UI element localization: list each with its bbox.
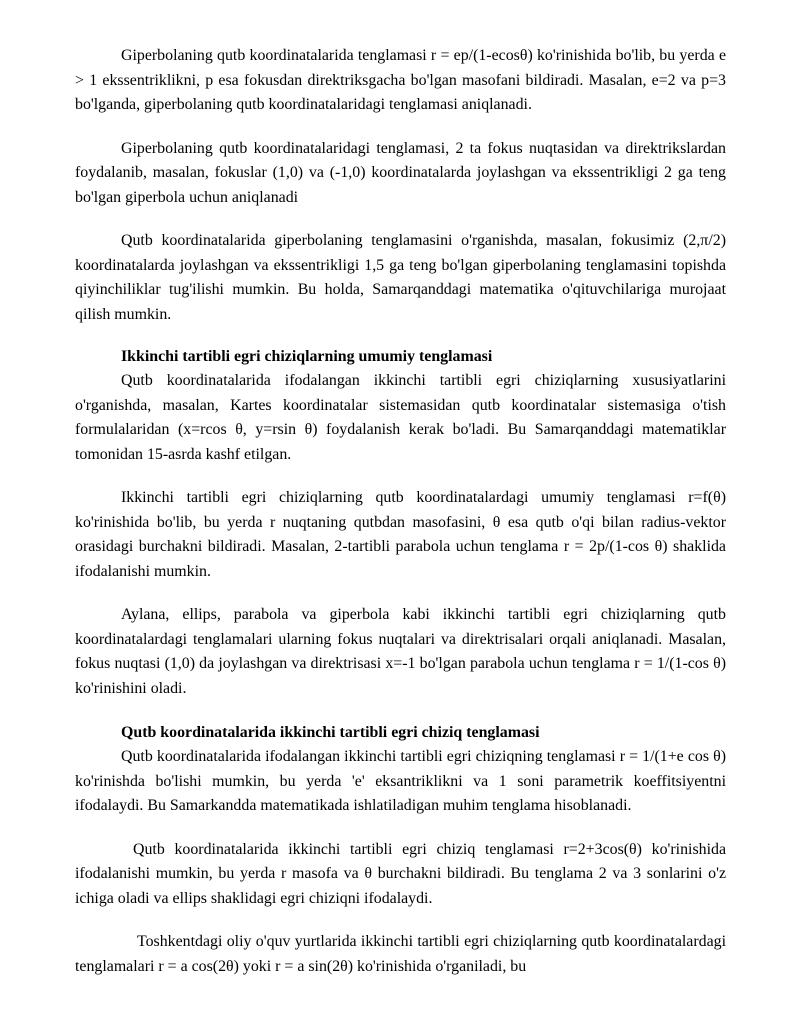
section-heading-general-equation: Ikkinchi tartibli egri chiziqlarning umumiy tenglamasi <box>121 348 493 365</box>
paragraph-conic-sections: Aylana, ellips, parabola va giperbola kabi ikkinchi tartibli egri chiziqlarning qutb koordinatalardagi tenglamalari ularning fokus nuqtalari va direktrisalari orqali aniqlanadi. Masalan, fokus nuqtasi (1,0) da joylashgan va direktrisasi x=-1 bo'lgan parabola uchun tenglama r = 1/(1-cos θ) ko'rinishini oladi. <box>75 606 726 697</box>
paragraph-hyperbola-polar-equation: Giperbolaning qutb koordinatalarida tenglamasi r = ep/(1-ecosθ) ko'rinishida bo'lib, bu yerda e > 1 ekssentriklikni, p esa fokusdan direktriksgacha bo'lgan masofani bildiradi. Masalan, e=2 va p=3 bo'lganda, giperbolaning qutb koordinatalaridagi tenglamasi aniqlanadi. <box>75 47 726 113</box>
paragraph-hyperbola-foci: Giperbolaning qutb koordinatalaridagi tenglamasi, 2 ta fokus nuqtasidan va direktrikslardan foydalanib, masalan, fokuslar (1,0) va (-1,0) koordinatalarda joylashgan va ekssentrikligi 2 ga teng bo'lgan giperbola uchun aniqlanadi <box>75 139 726 206</box>
paragraph-general-form: Ikkinchi tartibli egri chiziqlarning qutb koordinatalardagi umumiy tenglamasi r=f(θ) ko'rinishida bo'lib, bu yerda r nuqtaning qutbdan masofasini, θ esa qutb o'qi bilan radius-vektor orasidagi burchakni bildiradi. Masalan, 2-tartibli parabola uchun tenglama r = 2p/(1-cos θ) shaklida ifodalanishi mumkin. <box>75 489 726 580</box>
paragraph-curve-properties: Qutb koordinatalarida ifodalangan ikkinchi tartibli egri chiziqlarning xususiyatlarini o'rganishda, masalan, Kartes koordinatalar sistemasidan qutb koordinatalar sistemasiga o'tish formulalaridan (x=rcos θ, y=rsin θ) foydalanish kerak bo'ladi. Bu Samarqanddagi matematiklar tomonidan 15-asrda kashf etilgan. <box>75 372 726 463</box>
paragraph-eccentricity-form: Qutb koordinatalarida ifodalangan ikkinchi tartibli egri chiziqning tenglamasi r = 1/(1+e cos θ) ko'rinishda bo'lishi mumkin, bu yerda 'e' eksantriklikni va 1 soni parametrik koeffitsiyentni ifodalaydi. Bu Samarkandda matematikada ishlatiladigan muhim tenglama hisoblanadi. <box>75 748 726 814</box>
section-heading-polar-curve-equation: Qutb koordinatalarida ikkinchi tartibli egri chiziq tenglamasi <box>121 724 540 741</box>
paragraph-hyperbola-difficulty: Qutb koordinatalarida giperbolaning tenglamasini o'rganishda, masalan, fokusimiz (2,π/2) koordinatalarda joylashgan va ekssentrikligi 1,5 ga teng bo'lgan giperbolaning tenglamasini topishda qiyinchiliklar tug'ilishi mumkin. Bu holda, Samarqanddagi matematika o'qituvchilariga murojaat qilish mumkin. <box>75 232 726 323</box>
paragraph-tashkent-universities: Toshkentdagi oliy o'quv yurtlarida ikkinchi tartibli egri chiziqlarning qutb koordinatalardagi tenglamalari r = a cos(2θ) yoki r = a sin(2θ) ko'rinishida o'rganiladi, bu <box>75 933 726 975</box>
paragraph-ellipse-example: Qutb koordinatalarida ikkinchi tartibli egri chiziq tenglamasi r=2+3cos(θ) ko'rinishida ifodalanishi mumkin, bu yerda r masofa va θ burchakni bildiradi. Bu tenglama 2 va 3 sonlarini o'z ichiga oladi va ellips shaklidagi egri chiziqni ifodalaydi. <box>75 840 726 907</box>
